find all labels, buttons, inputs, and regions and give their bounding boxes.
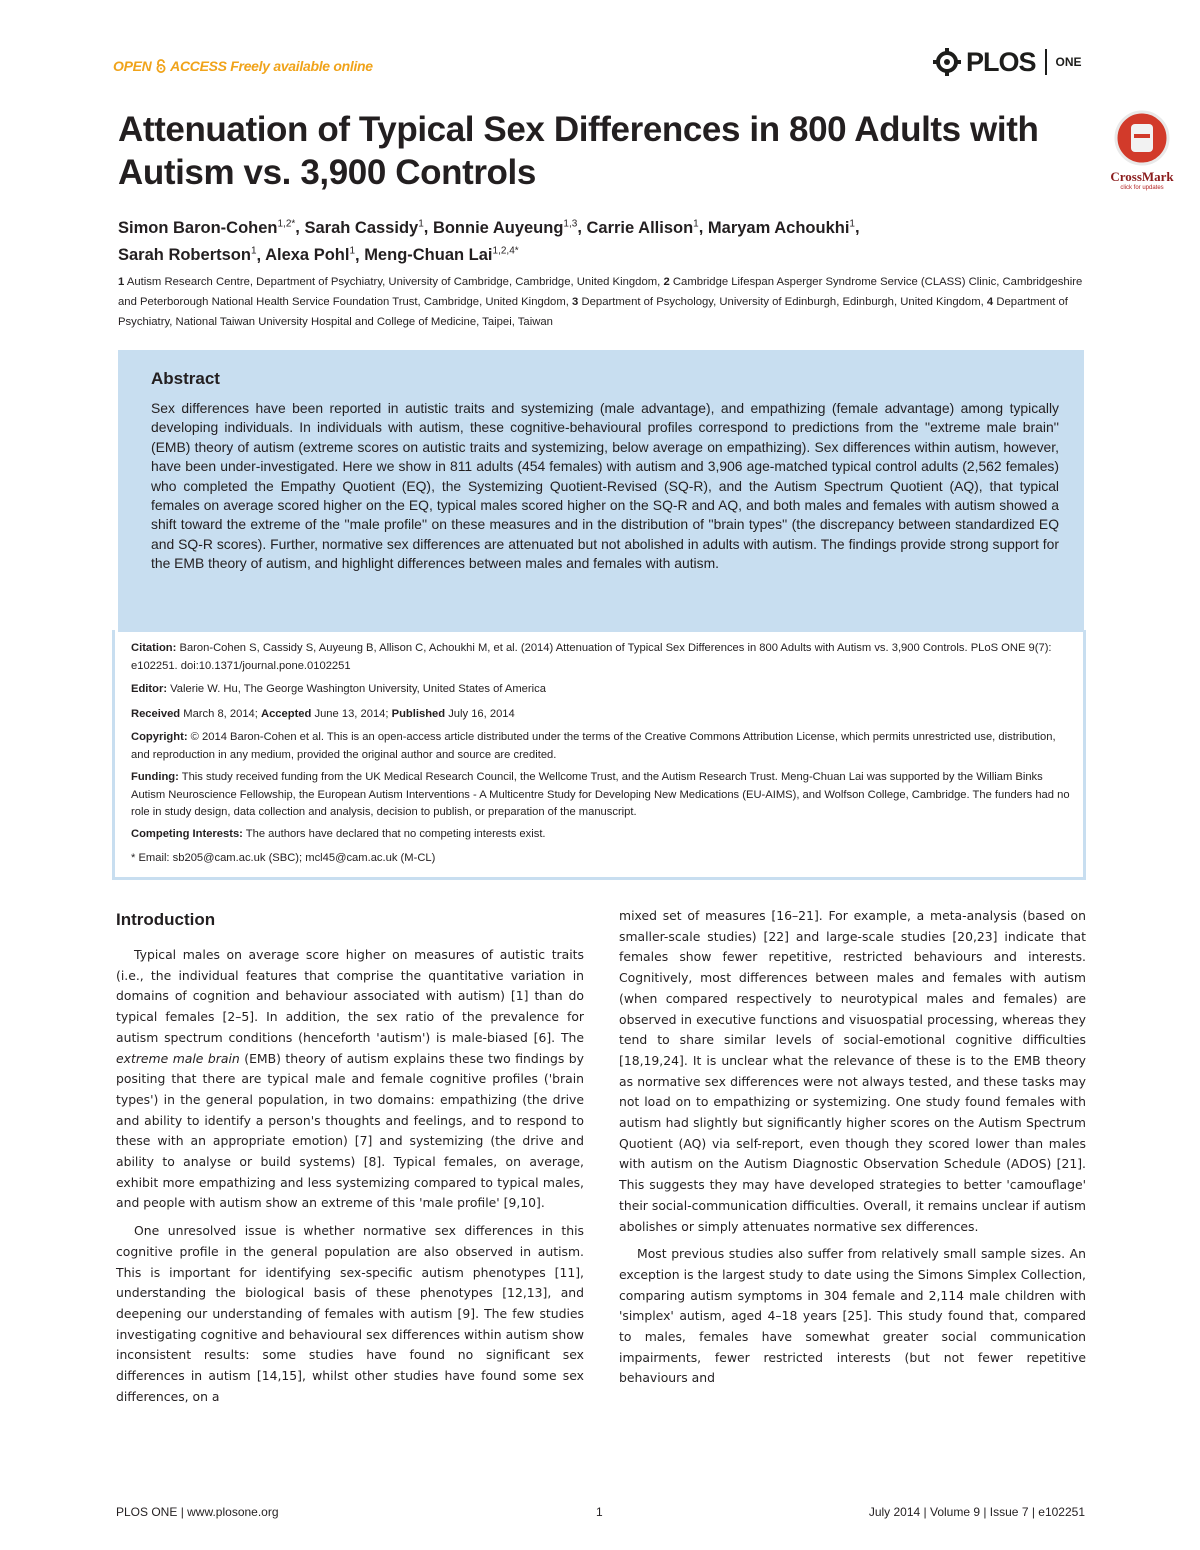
editor: Editor: Valerie W. Hu, The George Washington University, United States of America [131, 683, 546, 695]
crossmark-badge[interactable] [1100, 110, 1184, 191]
page-number: 1 [596, 1505, 603, 1519]
freely-available-label: Freely available online [230, 58, 373, 74]
footer-issue: July 2014 | Volume 9 | Issue 7 | e102251 [868, 1505, 1085, 1519]
plos-one-logo[interactable] [932, 46, 1082, 78]
author: Sarah Cassidy$^1$ [304, 218, 424, 237]
introduction-heading: Introduction [116, 910, 216, 929]
paragraph: mixed set of measures [16–21]. For example, a meta-analysis (based on smaller-scale studies) [22] and large-scale studies [20,23] indicate that females show fewer repetitive, restricted behaviours and interests. Cognitively, most differences between males and females with autism (when compared respectively to neurotypical males and females) are observed in executive functions and visuospatial processing, whereas they tend to share similar levels of social-emotional cognitive difficulties [18,19,24]. It is unclear what the relevance of these is to the EMB theory as normative sex differences were not always tested, and these tasks may not load on to empathizing or systemizing. One study found females with autism had slightly but significantly higher scores on the Autism Spectrum Quotient (AQ) via self-report, even though they scored lower than males with autism on the Autism Diagnostic Observation Schedule (ADOS) [21]. This suggests they may have developed strategies to better 'camouflage' their social-communication difficulties. Overall, it remains unclear if autism abolishes or simply attenuates normative sex differences. [619, 908, 1086, 1234]
open-lock-icon [155, 59, 167, 73]
crossmark-sublabel: click for updates [1120, 185, 1164, 191]
plos-gear-icon [932, 47, 962, 77]
author: Bonnie Auyeung$^{1,3}$ [432, 218, 578, 237]
body-column-left [116, 945, 584, 1407]
abstract-text: Sex differences have been reported in autistic traits and systemizing (male advantage), and empathizing (female advantage) among typically developing individuals. In individuals with autism, these cognitive-behavioural profiles correspond to predictions from the ''extreme male brain'' (EMB) theory of autism (extreme scores on autistic traits and systemizing, below average on empathizing). Sex differences within autism, however, have been under-investigated. Here we show in 811 adults (454 females) with autism and 3,906 age-matched typical control adults (2,562 females) who completed the Empathy Quotient (EQ), the Systemizing Quotient-Revised (SQ-R), and the Autism Spectrum Quotient (AQ), that typical females on average scored higher on the EQ, typical males scored higher on the SQ-R and AQ, and both males and females with autism showed a shift toward the extreme of the ''male profile'' on these measures and in the distribution of ''brain types'' (the discrepancy between standardized EQ and SQ-R scores). Further, normative sex differences are attenuated but not abolished in adults with autism. The findings provide strong support for the EMB theory of autism, and highlight differences between males and females with autism. [151, 400, 1059, 572]
logo-separator [1045, 49, 1047, 75]
one-wordmark: ONE [1055, 55, 1082, 69]
contact-email: * Email: sb205@cam.ac.uk (SBC); mcl45@cam.ac.uk (M-CL) [131, 852, 436, 864]
copyright: Copyright: © 2014 Baron-Cohen et al. This is an open-access article distributed under the terms of the Creative Commons Attribution License, which permits unrestricted use, distribution, and reproduction in any medium, provided the original author and source are credited. [131, 731, 1056, 761]
body-column-right [619, 906, 1086, 1389]
author: Simon Baron-Cohen$^{1,2*}$ [118, 218, 296, 237]
dates: Received March 8, 2014; Accepted June 13, 2014; Published July 16, 2014 [131, 708, 515, 720]
citation: Citation: Baron-Cohen S, Cassidy S, Auyeung B, Allison C, Achoukhi M, et al. (2014) Attenuation of Typical Sex Differences in 800 Adults with Autism vs. 3,900 Controls. PLoS ONE 9(7): e102251. doi:10.1371/journal.pone.0102251 [131, 642, 1052, 672]
author: Maryam Achoukhi$^1$ [707, 218, 855, 237]
crossmark-icon [1114, 110, 1170, 166]
author-line-1: Simon Baron-Cohen$^{1,2*}$, Sarah Cassidy$^1$, Bonnie Auyeung$^{1,3}$, Carrie Allison$^1$, Maryam Achoukhi$^1$, [118, 218, 860, 237]
funding: Funding: This study received funding from the UK Medical Research Council, the Wellcome Trust, and the Autism Research Trust. Meng-Chuan Lai was supported by the William Binks Autism Neuroscience Fellowship, the European Autism Interventions - A Multicentre Study for Developing New Medications (EU-AIMS), and Wolfson College, Cambridge. The funders had no role in study design, data collection and analysis, decision to publish, or preparation of the manuscript. [131, 771, 1070, 818]
plos-wordmark: PLOS [966, 46, 1036, 77]
author: Carrie Allison$^1$ [586, 218, 699, 237]
author: Sarah Robertson$^1$ [118, 245, 257, 264]
competing-interests: Competing Interests: The authors have declared that no competing interests exist. [131, 828, 546, 840]
author: Alexa Pohl$^1$ [265, 245, 356, 264]
paragraph: Typical males on average score higher on measures of autistic traits (i.e., the individual features that comprise the quantitative variation in domains of cognition and behaviour associated with autism) [1] than do typical females [2–5]. In addition, the sex ratio of the prevalence for autism spectrum conditions (henceforth 'autism') is male-biased [6]. The extreme male brain (EMB) theory of autism explains these two findings by positing that there are typical male and female cognitive profiles ('brain types') in the general population, in two domains: empathizing (the drive and ability to identify a person's thoughts and feelings, and to respond to these with an appropriate emotion) [7] and systemizing (the drive and ability to analyse or build systems) [8]. Typical females, on average, exhibit more empathizing and less systemizing compared to typical males, and people with autism show an extreme of this 'male profile' [9,10]. [116, 947, 585, 1211]
access-label: ACCESS [170, 58, 227, 74]
author: Meng-Chuan Lai$^{1,2,4*}$ [364, 245, 519, 264]
paragraph: Most previous studies also suffer from relatively small sample sizes. An exception is the largest study to date using the Simons Simplex Collection, comparing autism symptoms in 304 female and 2,114 male children with 'simplex' autism, aged 4–18 years [25]. This study found that, compared to males, females have somewhat greater social communication impairments, fewer restricted interests (but not fewer repetitive behaviours and [619, 1246, 1086, 1386]
author-line-2: Sarah Robertson$^1$, Alexa Pohl$^1$, Meng-Chuan Lai$^{1,2,4*}$ [118, 245, 519, 264]
open-access-badge [113, 58, 373, 74]
crossmark-label: CrossMark [1110, 169, 1174, 184]
article-title: Attenuation of Typical Sex Differences in 800 Adults with Autism vs. 3,900 Controls [118, 110, 1039, 192]
author-list [118, 212, 1078, 267]
footer-journal: PLOS ONE | www.plosone.org [116, 1505, 279, 1519]
open-access-label: OPEN [113, 58, 152, 74]
abstract-heading: Abstract [151, 369, 220, 388]
affiliations: 1 Autism Research Centre, Department of Psychiatry, University of Cambridge, Cambridge, United Kingdom, 2 Cambridge Lifespan Asperger Syndrome Service (CLASS) Clinic, Cambridgeshire and Peterborough National Health Service Foundation Trust, Cambridge, United Kingdom, 3 Department of Psychology, University of Edinburgh, Edinburgh, United Kingdom, 4 Department of Psychiatry, National Taiwan University Hospital and College of Medicine, Taipei, Taiwan [118, 276, 1083, 328]
paragraph: One unresolved issue is whether normative sex differences in this cognitive profile in the general population are also observed in autism. This is important for identifying sex-specific autism phenotypes [11], understanding the biological basis of these phenotypes [12,13], and deepening our understanding of females with autism [9]. The few studies investigating cognitive and behavioural sex differences within autism show inconsistent results: some studies have found no significant sex differences in autism [14,15], whilst other studies have found some sex differences, on a [116, 1223, 584, 1404]
abstract-box [118, 350, 1084, 632]
